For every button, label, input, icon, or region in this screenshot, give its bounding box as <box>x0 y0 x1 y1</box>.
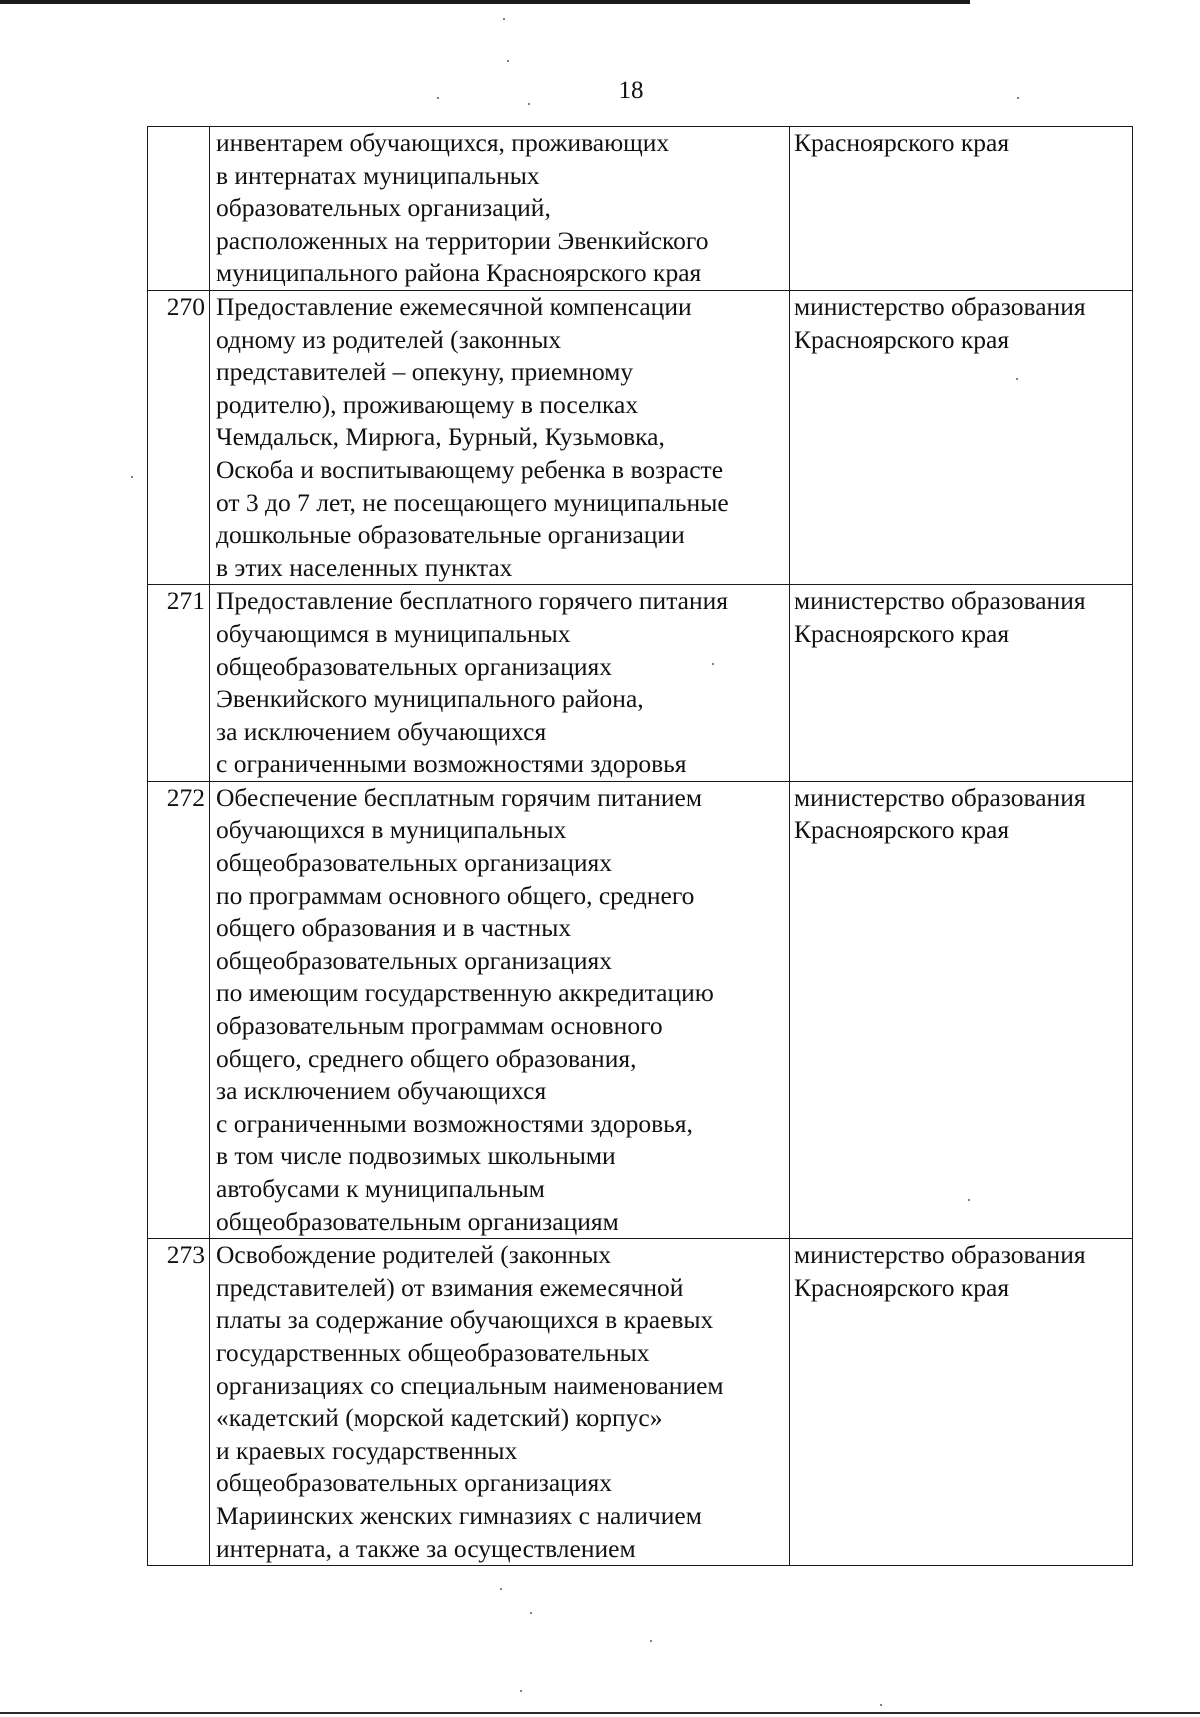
description-line: общеобразовательных организациях <box>216 651 612 681</box>
description-line: расположенных на территории Эвенкийского <box>216 225 709 255</box>
description-line: Предоставление бесплатного горячего питания <box>216 586 728 616</box>
row-number-cell: 272 <box>148 781 210 1238</box>
page-number: 18 <box>618 77 644 104</box>
scan-speck <box>131 476 133 478</box>
agency-line: министерство образования <box>794 1240 1086 1270</box>
agency-line: Красноярского края <box>794 1272 1010 1302</box>
scan-speck <box>712 663 714 665</box>
description-cell <box>210 781 790 1238</box>
agency-line: Красноярского края <box>794 815 1010 845</box>
responsible-agency-cell <box>790 1239 1133 1566</box>
description-line: и краевых государственных <box>216 1435 518 1465</box>
scan-speck <box>528 103 530 105</box>
description-line: Оскоба и воспитывающему ребенка в возрасте <box>216 454 724 484</box>
scan-speck <box>968 1199 970 1201</box>
description-line: общеобразовательных организациях <box>216 945 612 975</box>
description-line: по программам основного общего, среднего <box>216 880 695 910</box>
description-line: представителей – опекуну, приемному <box>216 357 634 387</box>
description-line: с ограниченными возможностями здоровья <box>216 749 687 779</box>
table-row <box>148 1239 1133 1566</box>
description-line: Чемдальск, Мирюга, Бурный, Кузьмовка, <box>216 422 665 452</box>
row-number-cell: 270 <box>148 290 210 584</box>
responsible-agency-cell <box>790 290 1133 584</box>
description-line: в интернатах муниципальных <box>216 160 540 190</box>
agency-line: Красноярского края <box>794 324 1010 354</box>
table-row <box>148 127 1133 291</box>
description-line: автобусами к муниципальным <box>216 1174 545 1203</box>
scan-speck <box>880 1704 882 1706</box>
scan-speck <box>1017 97 1019 99</box>
scan-speck <box>520 1690 522 1692</box>
description-line: платы за содержание обучающихся в краевых <box>216 1305 714 1335</box>
bottom-scan-border <box>0 1712 1200 1714</box>
table-body <box>148 127 1133 1566</box>
scan-speck <box>650 1640 652 1642</box>
description-line: инвентарем обучающихся, проживающих <box>216 128 670 157</box>
scan-speck <box>437 97 439 99</box>
description-cell <box>210 1239 790 1566</box>
description-line: с ограниченными возможностями здоровья, <box>216 1108 693 1138</box>
agency-line: Красноярского края <box>794 128 1010 157</box>
top-scan-border <box>0 0 970 4</box>
description-cell <box>210 127 790 291</box>
measures-table <box>147 126 1133 1566</box>
description-line: общеобразовательным организациям <box>216 1206 619 1236</box>
row-number-cell <box>148 127 210 291</box>
description-line: Обеспечение бесплатным горячим питанием <box>216 782 703 812</box>
description-line: государственных общеобразовательных <box>216 1337 650 1367</box>
description-line: Мариинских женских гимназиях с наличием <box>216 1500 702 1530</box>
description-cell <box>210 585 790 782</box>
scan-speck <box>503 18 505 20</box>
description-line: образовательных организаций, <box>216 193 551 223</box>
description-cell <box>210 290 790 584</box>
agency-line: министерство образования <box>794 782 1086 812</box>
description-line: Освобождение родителей (законных <box>216 1240 612 1270</box>
responsible-agency-cell <box>790 585 1133 782</box>
description-line: интерната, а также за осуществлением <box>216 1533 636 1563</box>
description-line: дошкольные образовательные организации <box>216 520 685 550</box>
description-line: организациях со специальным наименованием <box>216 1370 724 1400</box>
description-line: Предоставление ежемесячной компенсации <box>216 291 692 321</box>
description-line: по имеющим государственную аккредитацию <box>216 978 714 1008</box>
table-row <box>148 585 1133 782</box>
description-line: за исключением обучающихся <box>216 716 547 746</box>
responsible-agency-cell <box>790 127 1133 291</box>
description-line: от 3 до 7 лет, не посещающего муниципальные <box>216 487 729 517</box>
row-number-cell: 271 <box>148 585 210 782</box>
description-line: одному из родителей (законных <box>216 324 562 354</box>
table-row <box>148 781 1133 1238</box>
scan-speck <box>507 60 509 62</box>
description-line: общеобразовательных организациях <box>216 1468 612 1498</box>
agency-line: министерство образования <box>794 586 1086 616</box>
agency-line: министерство образования <box>794 291 1086 321</box>
description-line: «кадетский (морской кадетский) корпус» <box>216 1403 663 1433</box>
description-line: общего образования и в частных <box>216 913 572 943</box>
description-line: образовательным программам основного <box>216 1011 663 1041</box>
scan-speck <box>530 1612 532 1614</box>
description-line: муниципального района Красноярского края <box>216 258 702 288</box>
agency-line: Красноярского края <box>794 618 1010 648</box>
description-line: представителей) от взимания ежемесячной <box>216 1272 684 1302</box>
scan-speck <box>1016 378 1018 380</box>
description-line: обучающимся в муниципальных <box>216 618 571 648</box>
scan-speck <box>500 1588 502 1590</box>
description-line: обучающихся в муниципальных <box>216 815 567 845</box>
description-line: за исключением обучающихся <box>216 1076 547 1106</box>
row-number-cell: 273 <box>148 1239 210 1566</box>
responsible-agency-cell <box>790 781 1133 1238</box>
description-line: в этих населенных пунктах <box>216 552 513 582</box>
description-line: общего, среднего общего образования, <box>216 1043 637 1073</box>
table-row <box>148 290 1133 584</box>
description-line: родителю), проживающему в поселках <box>216 389 639 419</box>
description-line: в том числе подвозимых школьными <box>216 1141 616 1171</box>
description-line: общеобразовательных организациях <box>216 848 612 878</box>
description-line: Эвенкийского муниципального района, <box>216 684 644 714</box>
